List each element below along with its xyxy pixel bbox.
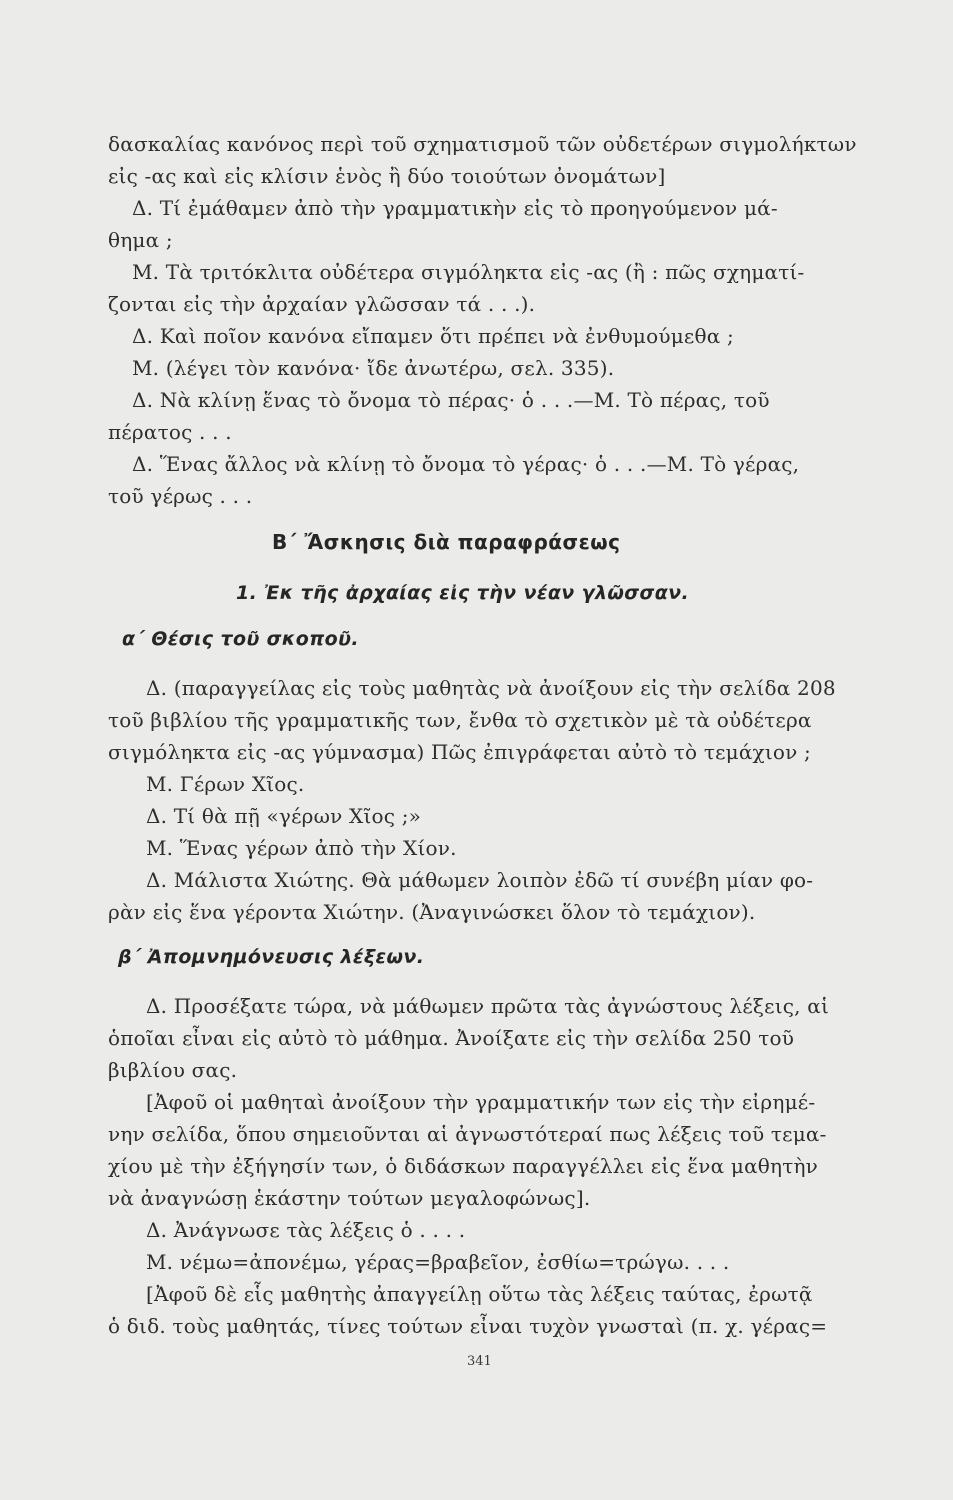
text-line: νὰ ἀναγνώσῃ ἑκάστην τούτων μεγαλοφώνως]. (108, 1186, 591, 1210)
text-line: πέρατος . . . (108, 420, 232, 444)
text-line: ζονται εἰς τὴν ἀρχαίαν γλῶσσαν τά . . .). (108, 292, 536, 316)
text-line: Δ. Προσέξατε τώρα, νὰ μάθωμεν πρῶτα τὰς ἀγνώστους λέξεις, αἱ (146, 994, 830, 1018)
text-line: Δ. Τί ἐμάθαμεν ἀπὸ τὴν γραμματικὴν εἰς τὸ προηγούμενον μά- (132, 196, 778, 220)
text-line: τοῦ γέρως . . . (108, 484, 253, 508)
text-line: βιβλίου σας. (108, 1058, 238, 1082)
text-line: θημα ; (108, 228, 173, 252)
text-line: Δ. Καὶ ποῖον κανόνα εἴπαμεν ὅτι πρέπει νὰ ἐνθυμούμεθα ; (132, 324, 734, 348)
text-line: νην σελίδα, ὅπου σημειοῦνται αἱ ἀγνωστότεραί πως λέξεις τοῦ τεμα- (108, 1122, 827, 1146)
text-line: Δ. Νὰ κλίνῃ ἕνας τὸ ὄνομα τὸ πέρας· ὁ . . .—Μ. Τὸ πέρας, τοῦ (132, 388, 770, 412)
text-line: Δ. Μάλιστα Χιώτης. Θὰ μάθωμεν λοιπὸν ἐδῶ τί συνέβη μίαν φο- (146, 868, 814, 892)
text-line: [Ἀφοῦ δὲ εἷς μαθητὴς ἀπαγγείλῃ οὕτω τὰς λέξεις ταύτας, ἐρωτᾷ (146, 1282, 813, 1306)
text-line: Δ. Ἀνάγνωσε τὰς λέξεις ὁ . . . . (146, 1218, 466, 1242)
section-label-a: α΄ Θέσις τοῦ σκοποῦ. (122, 628, 359, 650)
text-line: τοῦ βιβλίου τῆς γραμματικῆς των, ἔνθα τὸ σχετικὸν μὲ τὰ οὐδέτερα (108, 708, 812, 732)
text-line: Μ. Γέρων Χῖος. (146, 772, 305, 796)
text-line: Δ. (παραγγείλας εἰς τοὺς μαθητὰς νὰ ἀνοίξουν εἰς τὴν σελίδα 208 (146, 676, 836, 700)
text-line: Μ. (λέγει τὸν κανόνα· ἴδε ἀνωτέρω, σελ. 335). (132, 356, 615, 380)
text-line: Μ. Τὰ τριτόκλιτα οὐδέτερα σιγμόληκτα εἰς -ας (ἢ : πῶς σχηματί- (132, 260, 805, 284)
text-line: ὁ διδ. τοὺς μαθητάς, τίνες τούτων εἶναι τυχὸν γνωσταὶ (π. χ. γέρας= (108, 1314, 828, 1338)
text-line: Δ. Ἕνας ἄλλος νὰ κλίνῃ τὸ ὄνομα τὸ γέρας· ὁ . . .—Μ. Τὸ γέρας, (132, 452, 800, 476)
section-heading: Β΄ Ἄσκησις διὰ παραφράσεως (272, 530, 621, 554)
text-line: Μ. Ἕνας γέρων ἀπὸ τὴν Χίον. (146, 836, 457, 860)
text-line: Μ. νέμω=ἀπονέμω, γέρας=βραβεῖον, ἐσθίω=τρώγω. . . . (146, 1250, 730, 1274)
text-line: [Ἀφοῦ οἱ μαθηταὶ ἀνοίξουν τὴν γραμματικήν των εἰς τὴν εἰρημέ- (146, 1090, 816, 1114)
text-line: ρὰν εἰς ἕνα γέροντα Χιώτην. (Ἀναγινώσκει ὅλον τὸ τεμάχιον). (108, 900, 756, 924)
section-label-b: β΄ Ἀπομνημόνευσις λέξεων. (118, 946, 425, 968)
text-line: χίου μὲ τὴν ἐξήγησίν των, ὁ διδάσκων παραγγέλλει εἰς ἕνα μαθητὴν (108, 1154, 819, 1178)
page-number: 341 (467, 1354, 492, 1369)
text-line: Δ. Τί θὰ πῇ «γέρων Χῖος ;» (146, 804, 422, 828)
text-line: δασκαλίας κανόνος περὶ τοῦ σχηματισμοῦ τῶν οὐδετέρων σιγμολήκτων (108, 132, 857, 156)
text-line: εἰς -ας καὶ εἰς κλίσιν ἑνὸς ἢ δύο τοιούτων ὀνομάτων] (108, 164, 666, 188)
text-line: ὁποῖαι εἶναι εἰς αὐτὸ τὸ μάθημα. Ἀνοίξατε εἰς τὴν σελίδα 250 τοῦ (108, 1026, 795, 1050)
subsection-heading: 1. Ἐκ τῆς ἀρχαίας εἰς τὴν νέαν γλῶσσαν. (236, 582, 690, 604)
text-line: σιγμόληκτα εἰς -ας γύμνασμα) Πῶς ἐπιγράφεται αὐτὸ τὸ τεμάχιον ; (108, 740, 812, 764)
